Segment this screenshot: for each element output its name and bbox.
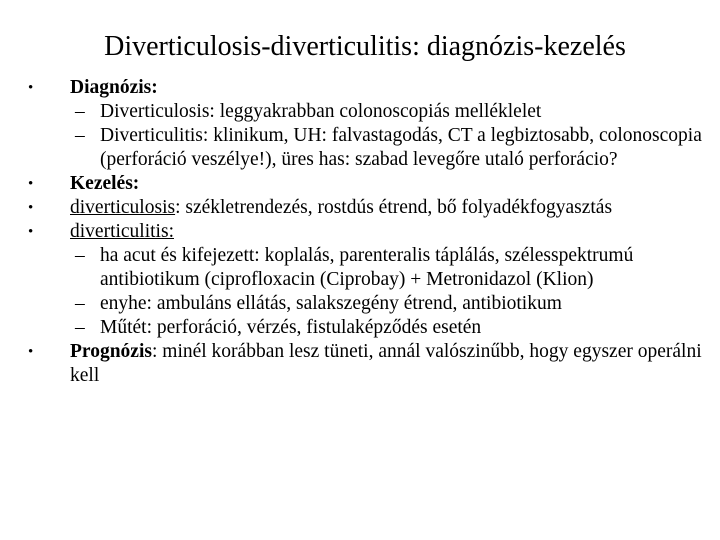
bullet-icon: • xyxy=(28,344,34,360)
sub-item-enyhe xyxy=(28,292,708,316)
diverticulosis-label: diverticulosis xyxy=(70,197,176,218)
sub-item-acut xyxy=(28,244,708,292)
bullet-icon: • xyxy=(28,224,34,240)
slide-content xyxy=(28,76,708,388)
diverticulosis-text: : székletrendezés, rostdús étrend, bő folyadékfogyasztás xyxy=(175,197,613,218)
dash-icon: – xyxy=(75,293,85,314)
bullet-item-diverticulosis xyxy=(28,196,708,220)
sub-item-text: ha acut és kifejezett: koplalás, parenteralis táplálás, szélesspektrumú antibiotikum (ciprofloxacin (Ciprobay) + Metronidazol (Klion) xyxy=(100,245,634,290)
dash-icon: – xyxy=(75,245,85,266)
dash-icon: – xyxy=(75,317,85,338)
dash-icon: – xyxy=(75,125,85,146)
bullet-item-diagnozis xyxy=(28,76,708,100)
sub-item-diverticulitis-diag xyxy=(28,124,708,172)
sub-item-text: Diverticulitis: klinikum, UH: falvastagodás, CT a legbiztosabb, colonoscopia (perforáció veszélye!), üres has: szabad levegőre utaló perforácio? xyxy=(100,125,702,170)
diverticulitis-label: diverticulitis: xyxy=(70,221,174,242)
sub-item-mutet xyxy=(28,316,708,340)
sub-item-diverticulosis-diag xyxy=(28,100,708,124)
prognozis-label: Prognózis xyxy=(70,341,152,362)
bullet-item-diverticulitis xyxy=(28,220,708,244)
bullet-icon: • xyxy=(28,176,34,192)
diagnozis-heading: Diagnózis: xyxy=(70,77,158,98)
bullet-item-prognozis xyxy=(28,340,708,388)
bullet-item-kezeles xyxy=(28,172,708,196)
sub-item-text: Műtét: perforáció, vérzés, fistulaképződés esetén xyxy=(100,317,482,338)
prognozis-text: : minél korábban lesz tüneti, annál valószinűbb, hogy egyszer operálni kell xyxy=(70,341,702,386)
sub-item-text: Diverticulosis: leggyakrabban colonoscopiás melléklelet xyxy=(100,101,542,122)
sub-item-text: enyhe: ambuláns ellátás, salakszegény étrend, antibiotikum xyxy=(100,293,562,314)
kezeles-heading: Kezelés: xyxy=(70,173,140,194)
slide-title: Diverticulosis-diverticulitis: diagnózis-kezelés xyxy=(104,31,626,62)
dash-icon: – xyxy=(75,101,85,122)
bullet-icon: • xyxy=(28,80,34,96)
bullet-icon: • xyxy=(28,200,34,216)
